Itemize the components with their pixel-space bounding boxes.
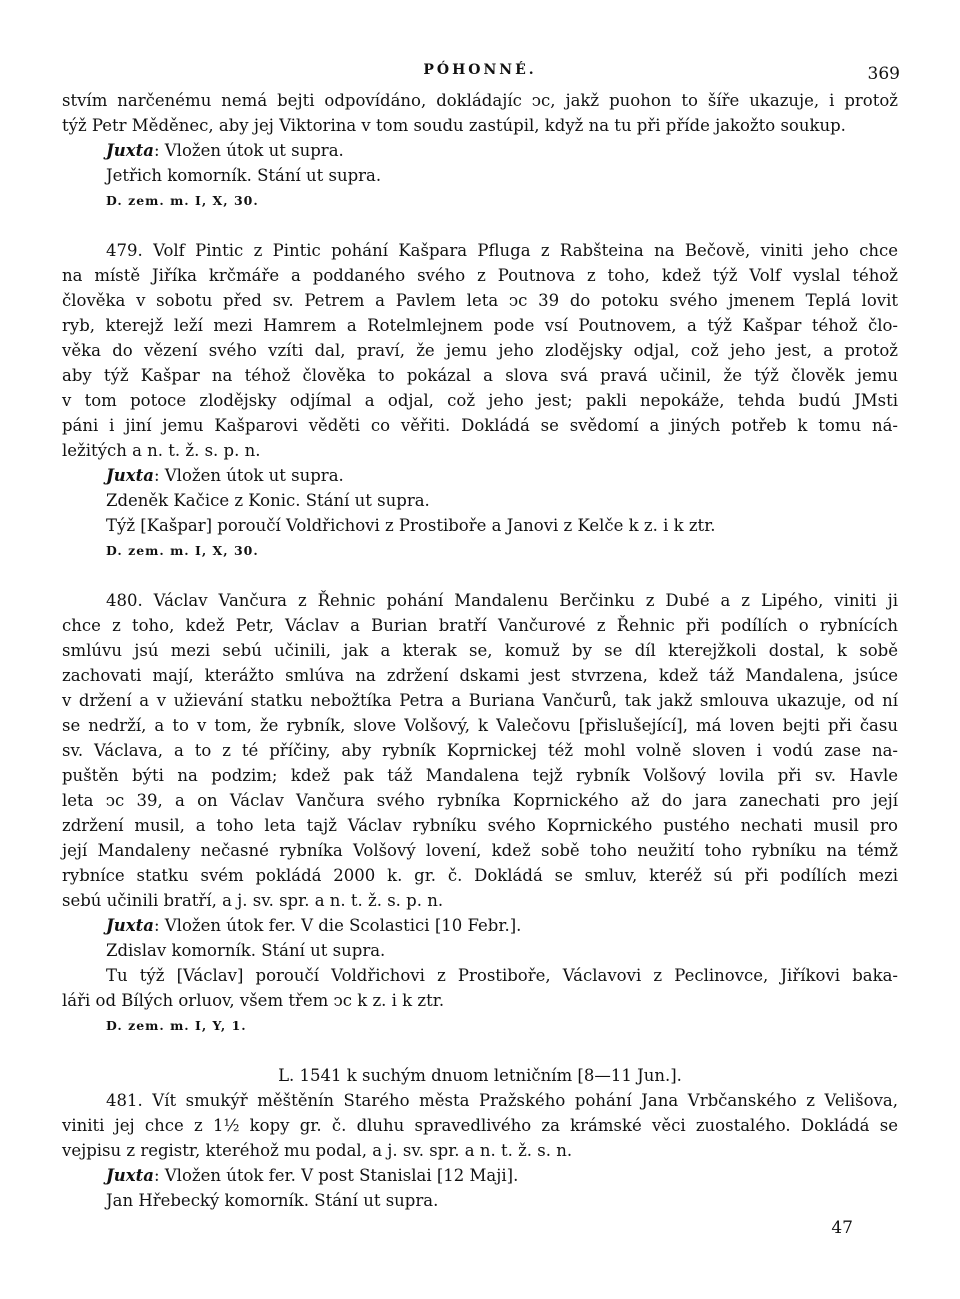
text-line: rybníce statku svém pokládá 2000 k. gr. č. Dokládá se smluv, kteréž sú při podílích mezi — [62, 866, 898, 885]
text-line: ryb, kterejž leží mezi Hamrem a Rotelmlejnem pode vsí Poutnovem, a týž Kašpar téhož člo- — [62, 316, 898, 335]
juxta-line — [62, 913, 898, 938]
text-line: sv. Václava, a to z té příčiny, aby rybník Koprnickej též mohl volně sloven i vodú zase na- — [62, 741, 898, 760]
body-text — [62, 88, 898, 1213]
juxta-label: Juxta — [106, 466, 154, 485]
text-line: týž Petr Měděnec, aby jej Viktorina v tom soudu zastúpil, když na tu při příde jakožto soukup. — [62, 116, 846, 135]
text-line: v držení a v užievání statku nebožtíka Petra a Buriana Vančurů, tak jakž smlouva ukazuje, od ní — [62, 691, 898, 710]
text-line: leta ͻc 39, a on Václav Vančura svého rybníka Koprnického až do jara zanechati pro její — [62, 791, 898, 810]
text-line: stvím narčenému nemá bejti odpovídáno, dokládajíc ͻc, jakž puohon to šíře ukazuje, i protož — [62, 91, 898, 110]
text-line: Zdislav komorník. Stání ut supra. — [106, 941, 386, 960]
text-line: Zdeněk Kačice z Konic. Stání ut supra. — [106, 491, 430, 510]
text-line: se nedrží, a to v tom, že rybník, slove Volšový, k Valečovu [přislušející], má loven bejti při času — [62, 716, 898, 735]
text-line: její Mandaleny nečasné rybníka Volšový lovení, kdež sobě toho neužití toho rybníku na témž — [62, 841, 898, 860]
text-line: věka do vězení svého vzíti dal, praví, že jemu jeho zlodějsky odjal, což jeho jest, a protož — [62, 341, 898, 360]
printer-signature: 47 — [831, 1218, 853, 1238]
juxta-label: Juxta — [106, 916, 154, 935]
text-line: 480. Václav Vančura z Řehnic pohání Mandalenu Berčinku z Dubé a z Lipého, viniti ji — [106, 591, 898, 610]
paragraph-gap — [62, 563, 898, 588]
running-title: PÓHONNÉ. — [423, 62, 537, 78]
text-line: 479. Volf Pintic z Pintic pohání Kašpara Pfluga z Rabšteina na Bečově, viniti jeho chce — [106, 241, 898, 260]
text-line: zachovati mají, kterážto smlúva na zdržení dskami jest stvrzena, kdež táž Mandalena, jsúce — [62, 666, 898, 685]
text-line: viniti jej chce z 1½ kopy gr. č. dluhu spravedlivého za krámské věci zuostalého. Dokládá se — [62, 1116, 898, 1135]
text-line: Tu týž [Václav] poroučí Voldřichovi z Prostiboře, Václavovi z Peclinovce, Jiříkovi baka- — [106, 966, 898, 985]
juxta-text: : Vložen útok ut supra. — [153, 466, 344, 485]
text-line: puštěn býti na podzim; kdež pak táž Mandalena tejž rybník Volšový lovila při sv. Havle — [62, 766, 898, 785]
text-line: ležitých a n. t. ž. s. p. n. — [62, 441, 261, 460]
text-line: Jetřich komorník. Stání ut supra. — [106, 166, 382, 185]
text-line: aby týž Kašpar na téhož člověka to pokázal a slova svá pravá učinil, že týž člověk jemu — [62, 366, 898, 385]
text-line: 481. Vít smukýř měštěnín Starého města Pražského pohání Jana Vrbčanského z Velišova, — [106, 1091, 898, 1110]
juxta-label: Juxta — [106, 1166, 154, 1185]
juxta-line — [62, 138, 898, 163]
text-line: v tom potoce zlodějsky odjímal a odjal, což jeho jest; pakli nepokáže, tehda budú JMsti — [62, 391, 898, 410]
juxta-text: : Vložen útok ut supra. — [153, 141, 344, 160]
text-line: zdržení musil, a toho leta tajž Václav rybníku svého Koprnického pustého nechati musil pro — [62, 816, 898, 835]
paragraph-gap — [62, 213, 898, 238]
juxta-text: : Vložen útok fer. V post Stanislai [12 Maji]. — [153, 1166, 519, 1185]
juxta-text: : Vložen útok fer. V die Scolastici [10 Febr.]. — [153, 916, 522, 935]
source-reference: D. zem. m. I, X, 30. — [106, 543, 259, 558]
text-line: smlúvu jsú mezi sebú učinili, jak a kterak se, komuž by se díl kterejžkoli dostal, k sobě — [62, 641, 898, 660]
text-line: vejpisu z registr, kteréhož mu podal, a j. sv. spr. a n. t. ž. s. n. — [62, 1141, 573, 1160]
juxta-label: Juxta — [106, 141, 154, 160]
text-line: Jan Hřebecký komorník. Stání ut supra. — [106, 1191, 439, 1210]
text-line: na místě Jiříka krčmáře a poddaného svého z Poutnova z toho, kdež týž Volf vyslal téhož — [62, 266, 898, 285]
source-reference: D. zem. m. I, Y, 1. — [106, 1018, 247, 1033]
section-heading: L. 1541 k suchým dnuom letničním [8—11 Jun.]. — [278, 1066, 682, 1085]
text-line: láři od Bílých orluov, všem třem ͻc k z. i k ztr. — [62, 991, 445, 1010]
juxta-line — [62, 463, 898, 488]
text-line: Týž [Kašpar] poroučí Voldřichovi z Prostiboře a Janovi z Kelče k z. i k ztr. — [106, 516, 716, 535]
text-line: sebú učinili bratří, a j. sv. spr. a n. t. ž. s. p. n. — [62, 891, 444, 910]
text-line: páni i jiní jemu Kašparovi věděti co věřiti. Dokládá se svědomí a jiných potřeb k tomu ná- — [62, 416, 898, 435]
paragraph-gap — [62, 1038, 898, 1063]
source-reference: D. zem. m. I, X, 30. — [106, 193, 259, 208]
text-line: chce z toho, kdež Petr, Václav a Burian bratří Vančurové z Řehnic při podílích o rybnících — [62, 616, 898, 635]
page-number: 369 — [867, 64, 900, 84]
juxta-line — [62, 1163, 898, 1188]
text-line: člověka v sobotu před sv. Petrem a Pavlem leta ͻc 39 do potoku svého jmenem Teplá lovit — [62, 291, 898, 310]
